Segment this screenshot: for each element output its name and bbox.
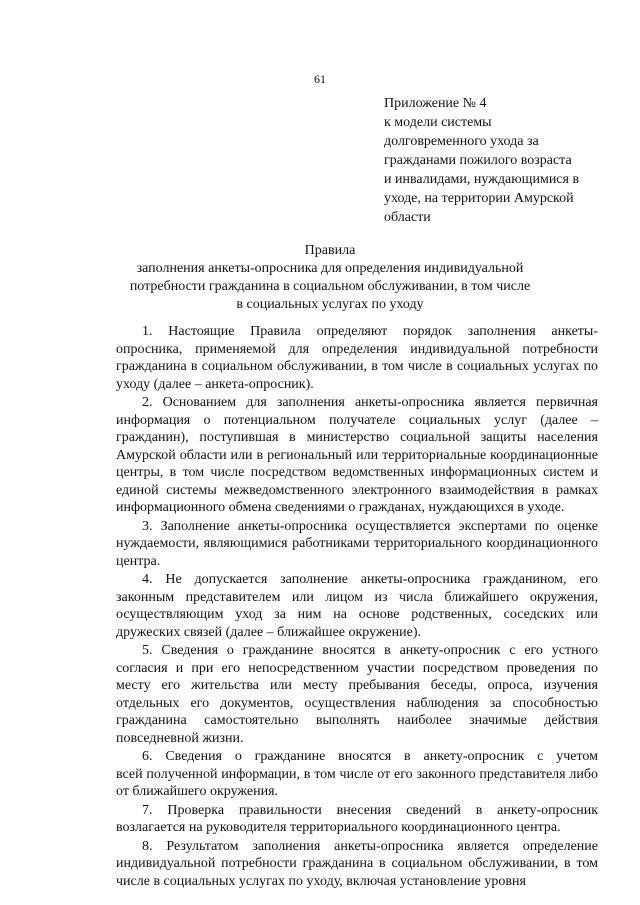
appendix-line: к модели системы bbox=[384, 115, 492, 130]
document-heading bbox=[120, 242, 540, 314]
heading-subtitle-line: потребности гражданина в социальном обслуживании, в том числе bbox=[129, 279, 531, 294]
paragraph-line: законным представителем или лицом из числа ближайшего окружения, bbox=[116, 589, 598, 605]
paragraph-3 bbox=[116, 518, 598, 571]
paragraph-line: индивидуальной потребности гражданина в социальном обслуживании, в том bbox=[116, 856, 598, 871]
paragraph-line: 4. Не допускается заполнение анкеты-опросника гражданином, его bbox=[142, 572, 598, 587]
appendix-line: области bbox=[384, 210, 431, 225]
paragraph-line: нуждаемости, являющимися работниками территориального координационного bbox=[116, 536, 598, 551]
paragraph-line: центры, в том числе посредством ведомственных информационных систем и bbox=[116, 465, 598, 480]
paragraph-line: 7. Проверка правильности внесения сведений в анкету-опросник bbox=[142, 802, 598, 818]
paragraph-line: 3. Заполнение анкеты-опросника осуществляется экспертами по оценке bbox=[142, 518, 598, 534]
paragraph-line: месту его жительства или месту пребывания беседы, опроса, изучения bbox=[116, 678, 598, 693]
heading-subtitle-line: заполнения анкеты-опросника для определения индивидуальной bbox=[136, 261, 524, 276]
paragraph-4 bbox=[116, 571, 598, 641]
paragraph-line: гражданин), поступившая в министерство социальной защиты населения bbox=[116, 430, 598, 445]
paragraph-line: отдельных его документов, осуществления наблюдения за способностью bbox=[116, 695, 598, 711]
paragraph-line: 6. Сведения о гражданине вносятся в анкету-опросник с учетом bbox=[142, 749, 598, 764]
paragraph-line: 1. Настоящие Правила определяют порядок заполнения анкеты- bbox=[142, 324, 598, 339]
heading-subtitle-line: в социальных услугах по уходу bbox=[236, 297, 424, 312]
paragraph-7 bbox=[116, 802, 598, 837]
appendix-line: долговременного ухода за bbox=[384, 134, 539, 149]
paragraph-2 bbox=[116, 394, 598, 517]
paragraph-6 bbox=[116, 748, 598, 801]
paragraph-line: центра. bbox=[116, 553, 161, 569]
paragraph-line: 5. Сведения о гражданине вносятся в анкету-опросник с его устного bbox=[142, 643, 598, 658]
paragraph-line: согласия и при его непосредственном участии посредством проведения по bbox=[116, 660, 598, 676]
paragraph-line: Амурской области или в региональный или территориальные координационные bbox=[116, 447, 598, 463]
paragraph-line: числе в социальных услугах по уходу, включая установление уровня bbox=[116, 873, 526, 889]
paragraph-8 bbox=[116, 838, 598, 891]
paragraph-line: гражданина в социальном обслуживании, в том числе в социальных услугах по bbox=[116, 359, 598, 374]
paragraph-line: осуществляющим уход за ним на основе родственных, соседских или bbox=[116, 607, 598, 622]
appendix-line: уходе, на территории Амурской bbox=[384, 191, 574, 206]
paragraph-line: всей полученной информации, в том числе от его законного представителя либо bbox=[116, 766, 598, 782]
paragraph-line: возлагается на руководителя территориального координационного центра. bbox=[116, 820, 561, 835]
paragraph-line: от ближайшего окружения. bbox=[116, 784, 279, 799]
page-number: 61 bbox=[314, 72, 326, 86]
heading-title: Правила bbox=[304, 243, 356, 258]
paragraph-line: 8. Результатом заполнения анкеты-опросника является определение bbox=[142, 838, 598, 854]
appendix-block bbox=[384, 94, 624, 227]
paragraph-line: уходу (далее – анкета-опросник). bbox=[116, 376, 314, 392]
paragraph-line: единой системы межведомственного электронного взаимодействия в рамках bbox=[116, 482, 598, 498]
paragraph-line: 2. Основанием для заполнения анкеты-опросника является первичная bbox=[142, 395, 598, 410]
paragraph-line: гражданина самостоятельно выполнять наиболее значимые действия bbox=[116, 713, 598, 728]
appendix-line: гражданами пожилого возраста bbox=[384, 153, 572, 168]
paragraph-line: опросника, применяемой для определения индивидуальной потребности bbox=[116, 341, 598, 357]
appendix-line: Приложение № 4 bbox=[384, 96, 487, 111]
document-body bbox=[116, 323, 598, 891]
paragraph-line: информационного обмена сведениями о гражданах, нуждающихся в уходе. bbox=[116, 500, 565, 515]
paragraph-line: повседневной жизни. bbox=[116, 730, 244, 746]
paragraph-line: информация о потенциальном получателе социальных услуг (далее – bbox=[116, 412, 598, 428]
appendix-line: и инвалидами, нуждающимися в bbox=[384, 172, 580, 187]
paragraph-1 bbox=[116, 323, 598, 393]
paragraph-line: дружеских связей (далее – ближайшее окружение). bbox=[116, 624, 421, 640]
paragraph-5 bbox=[116, 642, 598, 747]
